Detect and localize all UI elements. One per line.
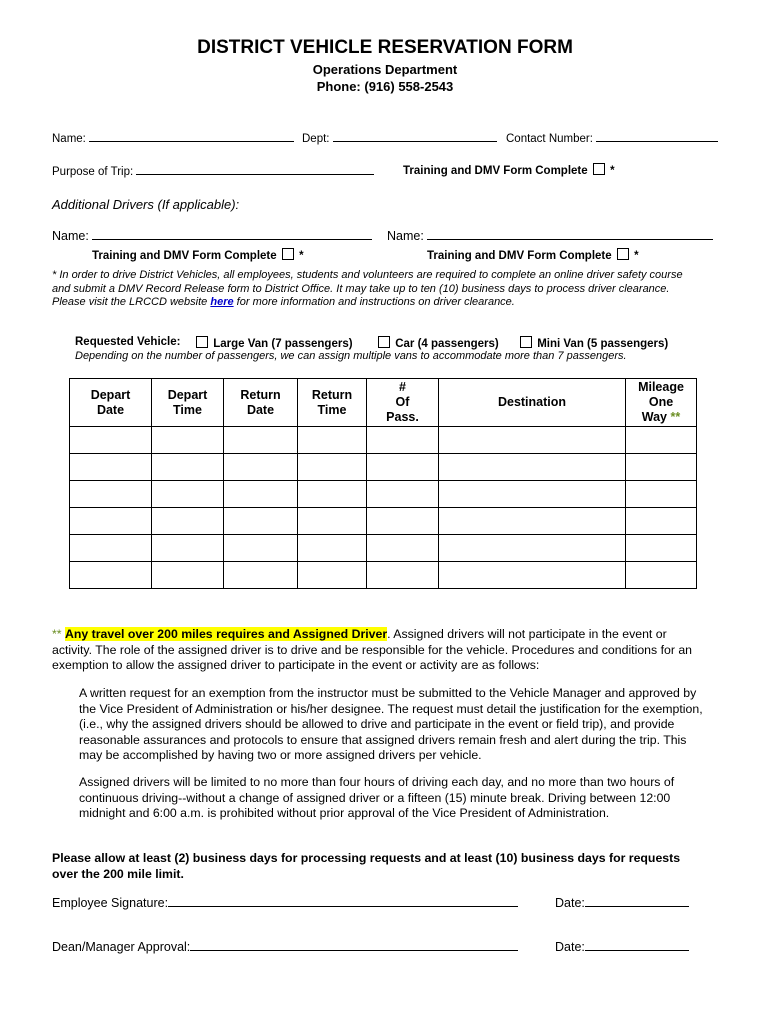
header-word: Date — [96, 402, 125, 417]
table-cell[interactable] — [152, 535, 224, 562]
mini-van-checkbox[interactable] — [520, 336, 532, 348]
mileage-header-word: Mileage — [638, 380, 684, 394]
training-checkbox[interactable] — [593, 163, 605, 175]
requested-vehicle-row — [75, 336, 180, 348]
dean-date-label: Date: — [555, 940, 585, 954]
table-cell[interactable] — [152, 508, 224, 535]
header-return-time — [298, 379, 367, 427]
additional-drivers-heading: Additional Drivers (If applicable): — [52, 197, 240, 212]
p2-line: midnight and 6:00 a.m. is prohibited without prior approval of the Vice President of Administration. — [79, 806, 610, 821]
table-cell[interactable] — [70, 562, 152, 589]
employee-date-row — [555, 895, 689, 910]
table-cell[interactable] — [626, 427, 697, 454]
training-label: Training and DMV Form Complete — [92, 250, 277, 262]
table-cell[interactable] — [367, 508, 439, 535]
employee-signature-row — [52, 895, 518, 910]
table-cell[interactable] — [224, 508, 298, 535]
dean-approval-input[interactable] — [190, 939, 518, 951]
vehicle-option-large-van[interactable] — [194, 336, 353, 350]
table-cell[interactable] — [224, 427, 298, 454]
employee-date-label: Date: — [555, 896, 585, 910]
note-line-3 — [52, 296, 732, 310]
policy-text-1: . Assigned drivers will not participate in the event or — [387, 627, 667, 641]
table-cell[interactable] — [439, 481, 626, 508]
table-cell[interactable] — [298, 508, 367, 535]
employee-signature-input[interactable] — [168, 895, 518, 907]
table-cell[interactable] — [626, 562, 697, 589]
table-row — [70, 427, 697, 454]
header-word: # — [399, 380, 406, 394]
dept-field-row — [302, 130, 497, 145]
table-row — [70, 508, 697, 535]
policy-line-1 — [52, 627, 717, 643]
note-line-1: * In order to drive District Vehicles, all employees, students and volunteers are required to complete an online driver safety course — [52, 269, 683, 281]
contact-field-row — [506, 130, 718, 145]
p1-line: A written request for an exemption from the instructor must be submitted to the Vehicle Manager and approved by — [79, 686, 697, 700]
mileage-header-word: Way — [641, 410, 668, 424]
driver-clearance-note — [52, 269, 732, 310]
department-phone: Phone: (916) 558-2543 — [316, 79, 454, 94]
contact-input[interactable] — [596, 130, 718, 142]
name-label: Name: — [52, 133, 86, 145]
vehicle-option-car[interactable] — [376, 336, 499, 350]
header-word: Of — [395, 395, 410, 409]
car-checkbox[interactable] — [378, 336, 390, 348]
note-line-3-pre: Please visit the LRCCD website — [52, 296, 208, 308]
header-word: Time — [317, 402, 347, 417]
header-depart-date — [70, 379, 152, 427]
purpose-field-row — [52, 163, 374, 178]
table-cell[interactable] — [298, 481, 367, 508]
table-cell[interactable] — [439, 535, 626, 562]
p2-line: continuous driving--without a change of assigned driver or a fifteen (15) minute break. Driving between 12:00 — [79, 790, 671, 805]
training-label: Training and DMV Form Complete — [427, 250, 612, 262]
policy-marker: ** — [52, 627, 62, 641]
training-checkbox-driver-2[interactable] — [617, 248, 629, 260]
table-cell[interactable] — [367, 481, 439, 508]
header-mileage — [626, 379, 697, 427]
table-header-row — [70, 379, 697, 427]
header-word: Date — [246, 402, 275, 417]
header-word: Return — [240, 387, 281, 402]
vehicle-option-mini-van[interactable] — [518, 336, 668, 350]
header-depart-time — [152, 379, 224, 427]
table-cell[interactable] — [626, 454, 697, 481]
additional-name-row-1 — [52, 228, 372, 243]
purpose-input[interactable] — [136, 163, 374, 175]
dean-date-input[interactable] — [585, 939, 689, 951]
table-cell[interactable] — [224, 562, 298, 589]
policy-highlight: Any travel over 200 miles requires and Assigned Driver — [65, 627, 388, 641]
training-asterisk: * — [634, 250, 639, 262]
table-cell[interactable] — [224, 454, 298, 481]
employee-date-input[interactable] — [585, 895, 689, 907]
mileage-mark: ** — [667, 410, 681, 424]
table-cell[interactable] — [298, 562, 367, 589]
training-asterisk: * — [610, 165, 615, 177]
large-van-checkbox[interactable] — [196, 336, 208, 348]
table-row — [70, 454, 697, 481]
large-van-label: Large Van (7 passengers) — [213, 338, 353, 350]
lrccd-website-link[interactable]: here — [210, 296, 234, 308]
table-cell[interactable] — [70, 454, 152, 481]
requested-vehicle-label: Requested Vehicle: — [75, 336, 181, 348]
training-asterisk: * — [299, 250, 304, 262]
training-label: Training and DMV Form Complete — [403, 165, 588, 177]
table-cell[interactable] — [626, 508, 697, 535]
department-name: Operations Department — [312, 62, 458, 77]
table-cell[interactable] — [298, 535, 367, 562]
dean-approval-label: Dean/Manager Approval: — [52, 940, 191, 954]
header-word: Time — [173, 402, 202, 417]
note-line-3-post: for more information and instructions on driver clearance. — [236, 296, 515, 308]
additional-name-input-1[interactable] — [92, 228, 372, 240]
p1-line: may be accomplished by having two or more assigned drivers per vehicle. — [79, 748, 482, 763]
trip-table — [69, 378, 697, 589]
training-complete-driver-2 — [427, 248, 639, 262]
header-word: Pass. — [386, 410, 419, 424]
header-word: Return — [311, 387, 353, 402]
car-label: Car (4 passengers) — [395, 338, 499, 350]
processing-line-2: over the 200 mile limit. — [52, 866, 184, 881]
table-row — [70, 481, 697, 508]
table-cell[interactable] — [367, 427, 439, 454]
contact-label: Contact Number: — [506, 133, 593, 145]
dean-date-row — [555, 939, 689, 954]
vehicle-note: Depending on the number of passengers, we can assign multiple vans to accommodate more than 7 passengers. — [75, 350, 627, 362]
header-word: Depart — [167, 387, 208, 402]
table-cell[interactable] — [70, 427, 152, 454]
purpose-label: Purpose of Trip: — [52, 166, 134, 178]
additional-name-input-2[interactable] — [427, 228, 713, 240]
policy-intro — [52, 627, 717, 674]
policy-paragraph-1 — [79, 686, 719, 764]
p1-line: reasonable assurances and protocols to ensure that assigned drivers remain fresh and alert during the trip. This — [79, 732, 687, 747]
header-num-pass — [367, 379, 439, 427]
processing-line-1: Please allow at least (2) business days for processing requests and at least (10) business days for requests — [52, 851, 681, 865]
table-cell[interactable] — [367, 454, 439, 481]
table-cell[interactable] — [367, 562, 439, 589]
table-cell[interactable] — [298, 454, 367, 481]
dept-label: Dept: — [302, 133, 330, 145]
table-cell[interactable] — [152, 427, 224, 454]
training-complete-driver-1 — [92, 248, 304, 262]
policy-line-3: exemption to allow the assigned driver to participate in the event or activity are as follows: — [52, 658, 540, 673]
policy-paragraph-2 — [79, 775, 719, 822]
table-cell[interactable] — [70, 535, 152, 562]
table-cell[interactable] — [439, 508, 626, 535]
table-cell[interactable] — [152, 481, 224, 508]
employee-signature-label: Employee Signature: — [52, 896, 169, 910]
training-complete-main — [403, 163, 615, 177]
table-cell[interactable] — [70, 481, 152, 508]
table-cell[interactable] — [439, 427, 626, 454]
name-input[interactable] — [89, 130, 294, 142]
table-cell[interactable] — [626, 535, 697, 562]
table-cell[interactable] — [626, 481, 697, 508]
p1-line: (i.e., why the assigned drivers should be allowed to drive and participate in the event or field trip), and provide — [79, 717, 675, 732]
table-cell[interactable] — [152, 562, 224, 589]
additional-name-row-2 — [387, 228, 713, 243]
table-row — [70, 535, 697, 562]
training-checkbox-driver-1[interactable] — [282, 248, 294, 260]
header-return-date — [224, 379, 298, 427]
dept-input[interactable] — [333, 130, 497, 142]
processing-note — [52, 851, 717, 882]
p2-line: Assigned drivers will be limited to no more than four hours of driving each day, and no more than two hours of — [79, 775, 675, 789]
table-cell[interactable] — [298, 427, 367, 454]
additional-name-label: Name: — [52, 229, 89, 243]
table-cell[interactable] — [224, 535, 298, 562]
additional-name-label: Name: — [387, 229, 424, 243]
form-title: DISTRICT VEHICLE RESERVATION FORM — [197, 37, 573, 58]
table-cell[interactable] — [224, 481, 298, 508]
note-line-2: and submit a DMV Record Release form to District Office. It may take up to ten (10) business days to process driver clearance. — [52, 282, 670, 295]
table-cell[interactable] — [152, 454, 224, 481]
table-cell[interactable] — [367, 535, 439, 562]
p1-line: the Vice President of Administration or his/her designee. The request must detail the justification for the exemption, — [79, 701, 703, 716]
policy-line-2: activity. The role of the assigned driver is to drive and be responsible for the vehicle. Procedures and conditions for an — [52, 642, 693, 657]
mileage-header-word: One — [648, 395, 674, 409]
table-row — [70, 562, 697, 589]
header-destination: Destination — [439, 379, 626, 427]
name-field-row — [52, 130, 294, 145]
mini-van-label: Mini Van (5 passengers) — [537, 338, 669, 350]
table-cell[interactable] — [70, 508, 152, 535]
dean-approval-row — [52, 939, 518, 954]
table-cell[interactable] — [439, 562, 626, 589]
header-word: Depart — [90, 387, 131, 402]
table-cell[interactable] — [439, 454, 626, 481]
